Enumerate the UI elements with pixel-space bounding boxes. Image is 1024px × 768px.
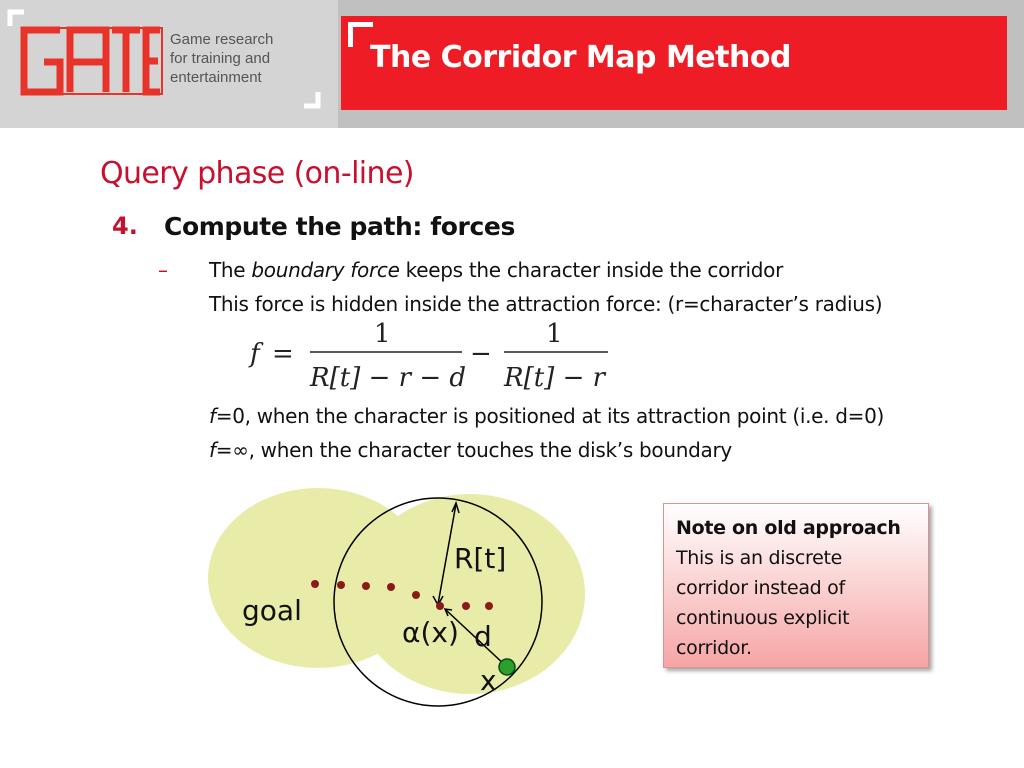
hidden-force-line: This force is hidden inside the attraction force: (r=character’s radius) (209, 292, 883, 316)
path-dot (362, 582, 370, 590)
goal-label: goal (242, 594, 302, 627)
force-variable: f (209, 404, 216, 428)
logo (0, 0, 338, 128)
path-dot (311, 580, 319, 588)
emphasis-text: boundary force (251, 258, 400, 282)
formula-denominator: R[t] − r (504, 363, 606, 393)
text-run: The (209, 258, 252, 282)
formula-minus: − (470, 339, 492, 369)
path-dot (412, 591, 420, 599)
tagline-line: entertainment (170, 69, 262, 86)
note-title: Note on old approach (676, 517, 901, 539)
path-dot (436, 602, 444, 610)
attraction-point-label: α(x) (402, 616, 459, 649)
formula-equals: = (272, 339, 294, 369)
formula-numerator: 1 (546, 319, 563, 349)
character-marker (499, 659, 515, 675)
step-number: 4. (112, 212, 138, 240)
radius-label: R[t] (454, 542, 507, 575)
force-variable: f (209, 438, 216, 462)
path-dot (462, 602, 470, 610)
zero-force-line (209, 404, 884, 428)
bullet-dash: – (158, 258, 168, 282)
formula-numerator: 1 (374, 319, 391, 349)
text-run: =∞, when the character touches the disk’s boundary (215, 438, 732, 462)
distance-label: d (474, 620, 492, 653)
note-body: This is an discrete corridor instead of continuous explicit corridor. (676, 547, 850, 659)
boundary-force-line (209, 258, 783, 282)
logo-tagline (170, 30, 330, 87)
section-heading: Query phase (on-line) (100, 156, 414, 191)
character-label: x (480, 664, 497, 697)
note-box (663, 503, 929, 668)
path-dot (387, 583, 395, 591)
tagline-line: Game research (170, 31, 274, 48)
formula-denominator: R[t] − r − d (310, 363, 467, 393)
page-title: The Corridor Map Method (370, 40, 791, 75)
infinite-force-line (209, 438, 732, 462)
corridor-disk (355, 494, 585, 694)
text-run: =0, when the character is positioned at its attraction point (i.e. d=0) (215, 404, 885, 428)
formula-lhs: f (250, 339, 260, 369)
step-title: Compute the path: forces (164, 212, 515, 241)
tagline-line: for training and (170, 50, 271, 67)
boundary-force-formula (246, 318, 626, 398)
path-dot (485, 602, 493, 610)
path-dot (337, 581, 345, 589)
text-run: keeps the character inside the corridor (399, 258, 784, 282)
